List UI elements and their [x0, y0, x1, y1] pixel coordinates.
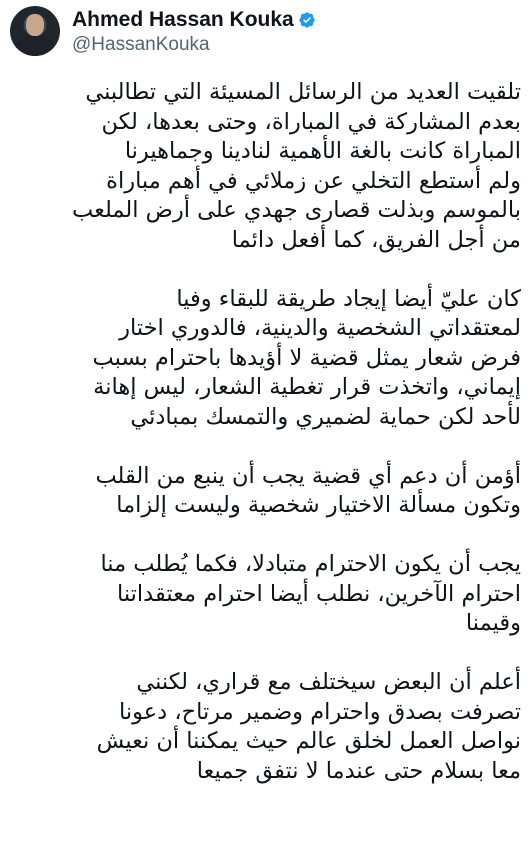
tweet-line: بعدم المشاركة في المباراة، وحتى بعدها، لكن [101, 108, 521, 135]
tweet-line: أؤمن أن دعم أي قضية يجب أن ينبع من القلب [95, 462, 521, 489]
tweet-paragraph [0, 285, 521, 433]
tweet-line: تلقيت العديد من الرسائل المسيئة التي تطالبني [85, 79, 521, 105]
tweet-paragraph [0, 550, 521, 639]
tweet-line: لأحد لكن حماية لضميري والتمسك بمبادئي [130, 403, 521, 430]
tweet-paragraph [0, 668, 521, 786]
tweet-line: نواصل العمل لخلق عالم حيث يمكننا أن نعيش [96, 728, 521, 754]
tweet-line: إيماني، واتخذت قرار تغطية الشعار، ليس إهانة [93, 374, 521, 400]
tweet-text [0, 78, 521, 816]
avatar[interactable] [10, 6, 60, 56]
name-row [72, 8, 316, 32]
tweet-line: وقيمنا [465, 610, 521, 636]
tweet-line: يجب أن يكون الاحترام متبادلا، فكما يُطلب منا [100, 551, 521, 577]
tweet-paragraph [0, 462, 521, 521]
tweet-paragraph [0, 78, 521, 255]
tweet-line: من أجل الفريق، كما أفعل دائما [231, 226, 521, 253]
tweet-line: معا بسلام حتى عندما لا نتفق جميعا [196, 757, 521, 784]
display-name[interactable]: Ahmed Hassan Kouka [72, 8, 294, 31]
verified-badge-icon [298, 11, 316, 29]
avatar-head [26, 14, 44, 36]
tweet-line: بالموسم وبذلت قصارى جهدي على أرض الملعب [72, 197, 521, 223]
avatar-body [16, 36, 54, 56]
tweet-line: احترام الآخرين، نطلب أيضا احترام معتقداتنا [117, 580, 521, 607]
tweet-line: لمعتقداتي الشخصية والدينية، فالدوري اختار [119, 315, 521, 341]
tweet-line: أعلم أن البعض سيختلف مع قراري، لكنني [136, 669, 521, 695]
tweet-line: وتكون مسألة الاختيار شخصية وليست إلزاما [116, 492, 521, 518]
tweet-line: ولم أستطع التخلي عن زملائي في أهم مباراة [106, 167, 521, 194]
handle[interactable]: @HassanKouka [72, 34, 210, 55]
tweet-line: كان عليّ أيضا إيجاد طريقة للبقاء وفيا [176, 285, 521, 312]
tweet-line: تصرفت بصدق واحترام وضمير مرتاح، دعونا [119, 698, 521, 725]
author-names [72, 6, 316, 56]
tweet-line: المباراة كانت بالغة الأهمية لنادينا وجماهيرنا [124, 138, 521, 164]
tweet-header [10, 6, 316, 62]
tweet-line: فرض شعار يمثل قضية لا أؤيدها باحترام بسبب [92, 344, 521, 371]
